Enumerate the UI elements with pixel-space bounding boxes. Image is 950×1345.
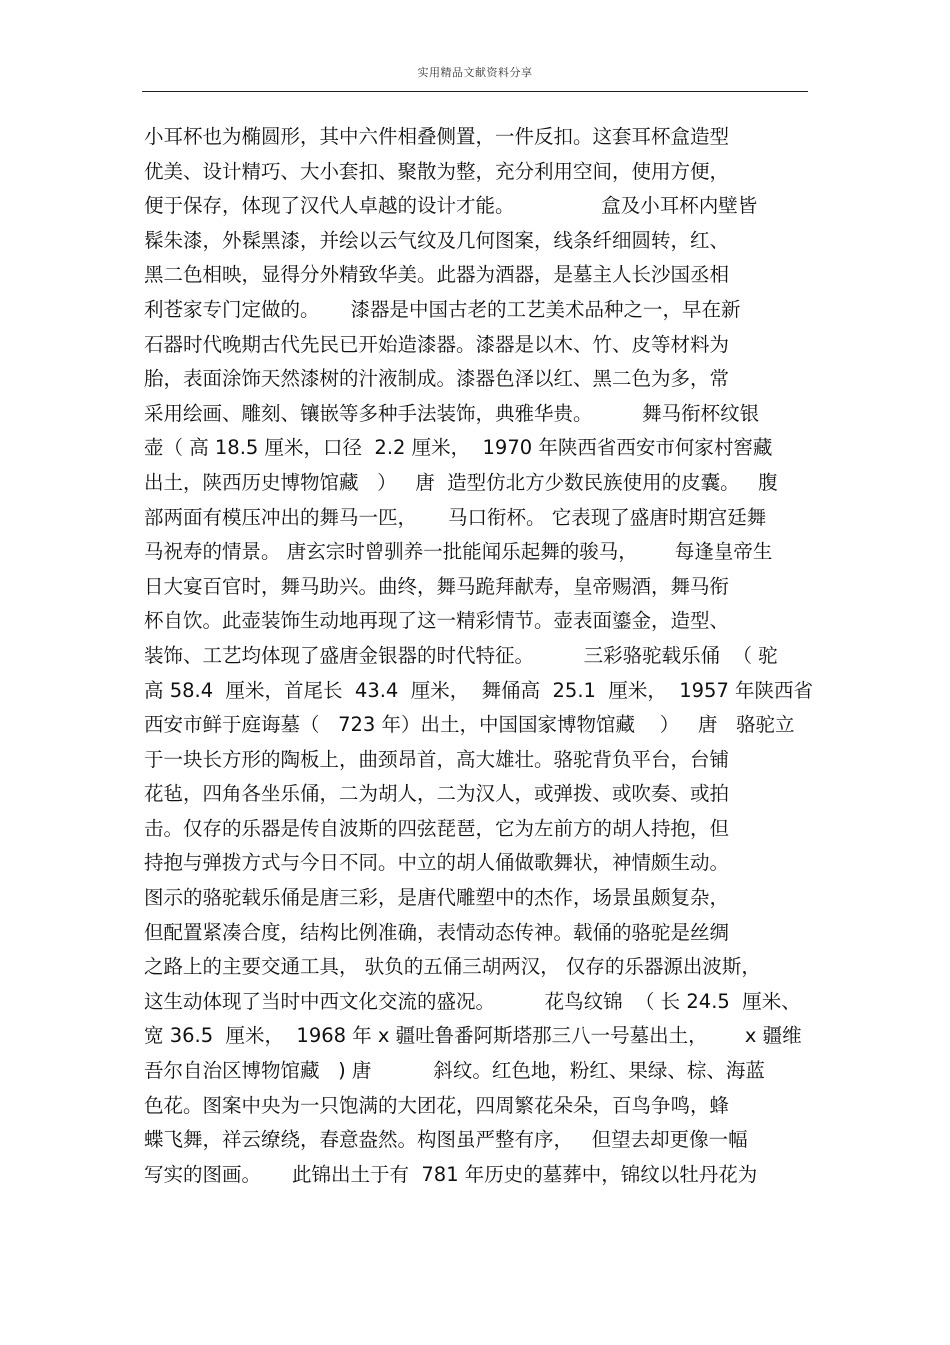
text-line: 吾尔自治区博物馆藏 ) 唐 斜纹。红色地，粉红、果绿、棕、海蓝 xyxy=(144,1059,765,1083)
text-line: 持抱与弹拨方式与今日不同。中立的胡人俑做歌舞状，神情颇生动。 xyxy=(144,851,730,875)
text-line: 日大宴百官时，舞马助兴。曲终，舞马跪拜献寿，皇帝赐酒，舞马衔 xyxy=(144,574,730,598)
text-line: 写实的图画。 此锦出土于有 781 年历史的墓葬中，锦纹以牡丹花为 xyxy=(144,1162,758,1186)
text-line: 小耳杯也为椭圆形，其中六件相叠侧置，一件反扣。这套耳杯盒造型 xyxy=(144,125,730,148)
text-line: 优美、设计精巧、大小套扣、聚散为整，充分利用空间，使用方便， xyxy=(144,159,730,183)
text-line: 部两面有模压冲出的舞马一匹， 马口衔杯。 它表现了盛唐时期宫廷舞 xyxy=(144,505,767,529)
text-line: 壶（ 高 18.5 厘米，口径 2.2 厘米， 1970 年陕西省西安市何家村窖藏 xyxy=(144,436,773,460)
text-line: 杯自饮。此壶装饰生动地再现了这一精彩情节。壶表面鎏金，造型、 xyxy=(144,609,730,633)
text-line: 高 58.4 厘米，首尾长 43.4 厘米， 舞俑高 25.1 厘米， 1957 年陕西省 xyxy=(144,678,814,702)
text-line: 宽 36.5 厘米， 1968 年 x 疆吐鲁番阿斯塔那三八一号墓出土， x 疆维 xyxy=(144,1024,802,1048)
document-body xyxy=(144,120,814,1192)
text-line: 图示的骆驼载乐俑是唐三彩，是唐代雕塑中的杰作，场景虽颇复杂， xyxy=(144,886,730,910)
text-line: 蝶飞舞，祥云缭绕，春意盎然。构图虽严整有序， 但望去却更像一幅 xyxy=(144,1128,748,1152)
text-line: 但配置紧凑合度，结构比例准确，表情动态传神。载俑的骆驼是丝绸 xyxy=(144,920,730,944)
text-line: 击。仅存的乐器是传自波斯的四弦琵琶，它为左前方的胡人持抱，但 xyxy=(144,816,730,840)
text-line: 黑二色相映，显得分外精致华美。此器为酒器，是墓主人长沙国丞相 xyxy=(144,263,730,287)
text-line: 髹朱漆，外髹黑漆，并绘以云气纹及几何图案，线条纤细圆转，红、 xyxy=(144,228,730,252)
text-line: 出土，陕西历史博物馆藏 ） 唐 造型仿北方少数民族使用的皮囊。 腹 xyxy=(144,470,778,494)
text-line: 于一块长方形的陶板上，曲颈昂首，高大雄壮。骆驼背负平台，台铺 xyxy=(144,747,730,771)
text-line: 石器时代晚期古代先民已开始造漆器。漆器是以木、竹、皮等材料为 xyxy=(144,332,730,356)
text-line: 色花。图案中央为一只饱满的大团花，四周繁花朵朵，百鸟争鸣，蜂 xyxy=(144,1093,730,1117)
text-line: 花毡，四角各坐乐俑，二为胡人，二为汉人，或弹拨、或吹奏、或拍 xyxy=(144,782,730,806)
text-line: 胎，表面涂饰天然漆树的汁液制成。漆器色泽以红、黑二色为多，常 xyxy=(144,367,730,391)
text-line: 西安市鲜于庭诲墓（ 723 年）出土，中国国家博物馆藏 ） 唐 骆驼立 xyxy=(144,713,795,737)
page-header: 实用精品文献资料分享 xyxy=(417,66,533,79)
text-line: 马祝寿的情景。 唐玄宗时曾驯养一批能闻乐起舞的骏马， 每逢皇帝生 xyxy=(144,540,773,564)
text-line: 这生动体现了当时中西文化交流的盛况。 花鸟纹锦 （ 长 24.5 厘米、 xyxy=(144,989,801,1013)
text-line: 之路上的主要交通工具， 驮负的五俑三胡两汉， 仅存的乐器源出波斯， xyxy=(144,955,761,979)
text-line: 利苍家专门定做的。 漆器是中国古老的工艺美术品种之一，早在新 xyxy=(144,297,741,321)
text-line: 装饰、工艺均体现了盛唐金银器的时代特征。 三彩骆驼载乐俑 （ 驼 xyxy=(144,643,778,667)
text-line: 便于保存，体现了汉代人卓越的设计才能。 盒及小耳杯内壁皆 xyxy=(144,194,758,218)
text-line: 采用绘画、雕刻、镶嵌等多种手法装饰，典雅华贵。 舞马衔杯纹银 xyxy=(144,401,760,425)
header-divider xyxy=(142,91,808,92)
